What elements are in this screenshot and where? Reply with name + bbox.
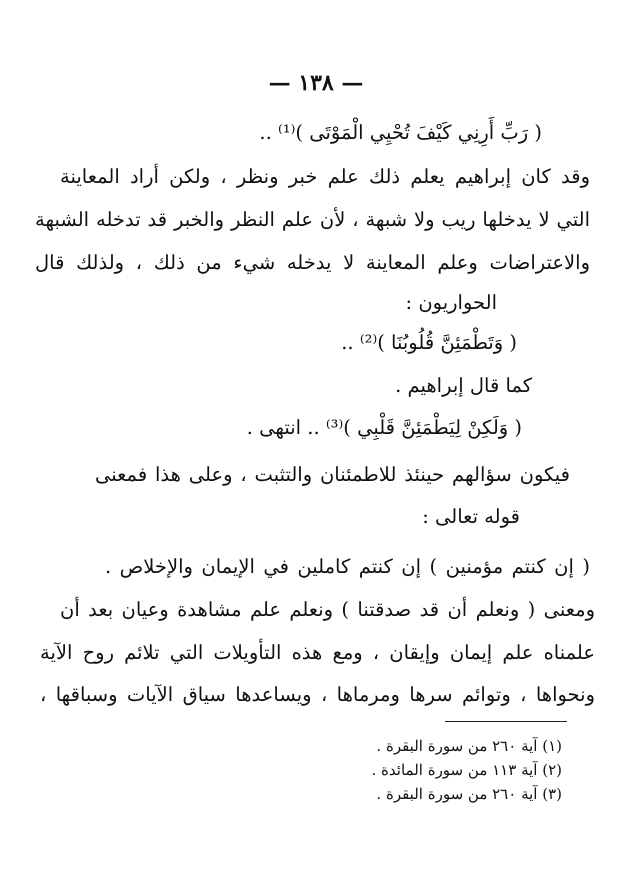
body-text-line: الحواريون :: [405, 291, 497, 314]
quran-verse-line: ( رَبِّ أَرِنِي كَيْفَ تُحْيِي الْمَوْتَى )⁽¹⁾ ..: [259, 121, 542, 144]
body-text-line: التي لا يدخلها ريب ولا شبهة ، لأن علم النظر والخبر قد تدخله الشبهة: [35, 208, 590, 231]
footnote: (٢) آية ١١٣ من سورة المائدة .: [371, 761, 562, 779]
footnote: (١) آية ٢٦٠ من سورة البقرة .: [376, 737, 562, 755]
body-text-line: علمناه علم إيمان وإيقان ، ومع هذه التأويلات التي تلائم روح الآية: [40, 641, 595, 664]
quran-verse-line: ( وَتَطْمَئِنَّ قُلُوبُنَا )⁽²⁾ ..: [341, 331, 517, 354]
body-text-line: وقد كان إبراهيم يعلم ذلك علم خبر ونظر ، ولكن أراد المعاينة: [60, 165, 590, 188]
body-text-line: كما قال إبراهيم .: [395, 374, 532, 397]
quran-verse-line: ( وَلَكِنْ لِيَطْمَئِنَّ قَلْبِي )⁽³⁾ .. انتهى .: [246, 416, 522, 439]
page-number: — ١٣٨ —: [268, 70, 364, 96]
body-text-line: والاعتراضات وعلم المعاينة لا يدخله شيء من ذلك ، ولذلك قال: [35, 251, 590, 274]
body-text-line: ونحواها ، وتوائم سرها ومرماها ، ويساعدها سياق الآيات وسباقها ،: [40, 683, 595, 706]
footnote-separator: [445, 721, 567, 722]
body-text-line: فيكون سؤالهم حينئذ للاطمئنان والتثبت ، وعلى هذا فمعنى: [95, 463, 570, 486]
body-text-line: قوله تعالى :: [422, 505, 520, 528]
body-text-line: ( إن كنتم مؤمنين ) إن كنتم كاملين في الإيمان والإخلاص .: [105, 555, 590, 578]
footnote: (٣) آية ٢٦٠ من سورة البقرة .: [376, 785, 562, 803]
body-text-line: ومعنى ( ونعلم أن قد صدقتنا ) ونعلم علم مشاهدة وعيان بعد أن: [60, 598, 595, 621]
